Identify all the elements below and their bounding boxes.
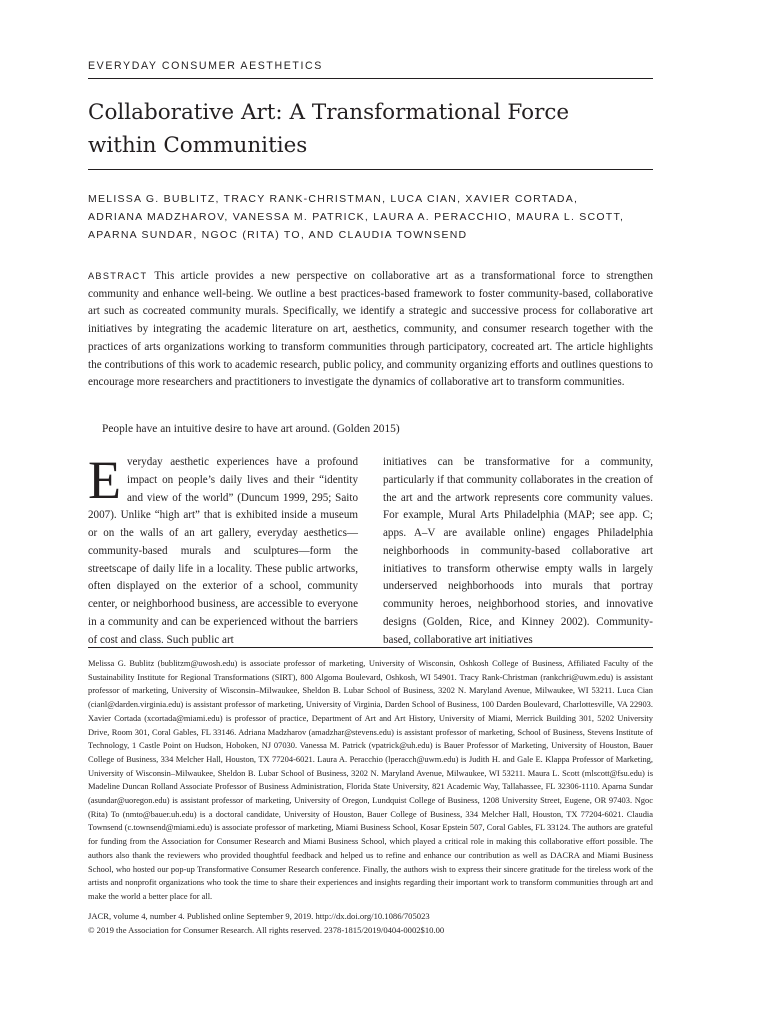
author-list xyxy=(88,190,653,244)
body-text-left: veryday aesthetic experiences have a profound impact on people’s daily lives and their “identity and view of the world” (Duncum 1999, 295; Saito 2007). Unlike “high art” that is exhibited inside a museum or on the walls of an art gallery, everyday aesthetics—community-based murals and sculptures—form the streetscape of daily life in a locality. These public artworks, often displayed on the exterior of a school, community center, or neighborhood business, are accessible to everyone in a community and can be experienced without the barriers of cost and class. Such public art xyxy=(88,456,358,646)
author-line: APARNA SUNDAR, NGOC (RITA) TO, AND CLAUDIA TOWNSEND xyxy=(88,229,468,241)
publication-info xyxy=(88,910,653,937)
section-label: EVERYDAY CONSUMER AESTHETICS xyxy=(88,60,323,72)
title-rule xyxy=(88,169,653,170)
article-page xyxy=(88,0,653,1024)
author-line: MELISSA G. BUBLITZ, TRACY RANK-CHRISTMAN, LUCA CIAN, XAVIER CORTADA, xyxy=(88,193,579,205)
abstract xyxy=(88,268,653,392)
footnote-rule xyxy=(88,647,653,648)
body-text-right: initiatives can be transformative for a community, particularly if that community collaborates in the creation of the art and the artwork represents core community values. For example, Mural Arts Philadelphia (MAP; see app. C; apps. A–V are available online) engages Philadelphia neighborhoods in community-based collaborative art initiatives to transform otherwise empty walls in largely underserved neighborhoods into murals that portray community heroes, neighborhood stories, and innovative designs (Golden, Rice, and Kinney 2002). Community-based, collaborative art initiatives xyxy=(383,456,653,646)
article-title xyxy=(88,96,653,162)
copyright-line: © 2019 the Association for Consumer Research. All rights reserved. 2378-1815/2019/0404-0002$10.00 xyxy=(88,924,445,935)
abstract-label: ABSTRACT xyxy=(88,271,148,281)
title-line-2: within Communities xyxy=(88,133,308,158)
drop-cap: E xyxy=(88,450,121,510)
header-rule xyxy=(88,78,653,79)
title-line-1: Collaborative Art: A Transformational Force xyxy=(88,100,570,125)
body-column-left xyxy=(88,450,358,649)
author-affiliations-footnote: Melissa G. Bublitz (bublitzm@uwosh.edu) is associate professor of marketing, University of Wisconsin, Oshkosh College of Business, Affiliated Faculty of the Sustainability Institute for Regional Transformations (SIRT), 800 Algoma Boulevard, Oshkosh, WI 54901. Tracy Rank-Christman (rankchri@uwm.edu) is assistant professor of marketing, University of Wisconsin–Milwaukee, Sheldon B. Lubar School of Business, 3202 N. Maryland Avenue, Milwaukee, WI 53211. Luca Cian (cianl@darden.virginia.edu) is assistant professor of marketing, University of Virginia, Darden School of Business, 100 Darden Boulevard, Charlottesville, VA 22903. Xavier Cortada (xcortada@miami.edu) is professor of practice, Department of Art and Art History, University of Miami, Merrick Building 301, 5202 University Drive, Room 301, Coral Gables, FL 33146. Adriana Madzharov (amadzhar@stevens.edu) is assistant professor of marketing, School of Business, Stevens Institute of Technology, 1 Castle Point on Hudson, Hoboken, NJ 07030. Vanessa M. Patrick (vpatrick@uh.edu) is Bauer Professor of Marketing, University of Houston, Bauer College of Business, 334 Melcher Hall, Houston, TX 77204-6021. Laura A. Peracchio (lperacch@uwm.edu) is Judith H. and Gale E. Klappa Professor of Marketing, University of Wisconsin–Milwaukee, Sheldon B. Lubar School of Business, 3202 N. Maryland Avenue, Milwaukee, WI 53211. Maura L. Scott (mlscott@fsu.edu) is Madeline Duncan Rolland Associate Professor of Business Administration, Florida State University, 821 Academic Way, Tallahassee, FL 32306-1110. Aparna Sundar (asundar@uoregon.edu) is assistant professor of marketing, University of Oregon, Lundquist College of Business, 1208 University Street, Eugene, OR 97403. Ngoc (Rita) To (nmto@bauer.uh.edu) is a doctoral candidate, University of Houston, Bauer College of Business, 334 Melcher Hall, Houston, TX 77204-6021. Claudia Townsend (c.townsend@miami.edu) is associate professor of marketing, Miami Business School, Kosar Epstein 507, Coral Gables, FL 33124. The authors are grateful for funding from the Association for Consumer Research and Miami Business School, which played a critical role in making this collaborative effort possible. The authors also thank the reviewers who provided thoughtful feedback and helped us to refine and enhance our contribution as well as DACRA and Miami Business School, who hosted our pop-up Transformative Consumer Research conference. Finally, the authors wish to express their sincere gratitude for the tireless work of the artists and nonprofit organizations who took the time to share their experiences and insights regarding their important work to transform communities through art and make the world a better place for all. xyxy=(88,658,653,901)
body-column-right xyxy=(383,454,653,649)
abstract-text: This article provides a new perspective on collaborative art as a transformational force to strengthen community and enhance well-being. We outline a best practices-based framework to foster community-based, collaborative art such as cocreated community murals. Specifically, we identify a strategic and successive process for collaborative art initiatives by integrating the academic literature on art, aesthetics, community, and consumer research together with the practices of arts organizations working to transform communities through participatory, cocreated art. The article highlights the contributions of this work to academic research, public policy, and community organizing efforts and outlines questions to encourage more researchers and practitioners to investigate the dynamics of collaborative art to transform communities. xyxy=(88,270,653,389)
author-line: ADRIANA MADZHAROV, VANESSA M. PATRICK, LAURA A. PERACCHIO, MAURA L. SCOTT, xyxy=(88,211,625,223)
citation-line: JACR, volume 4, number 4. Published online September 9, 2019. http://dx.doi.org/10.1086/705023 xyxy=(88,911,430,921)
epigraph: People have an intuitive desire to have art around. (Golden 2015) xyxy=(102,423,400,435)
